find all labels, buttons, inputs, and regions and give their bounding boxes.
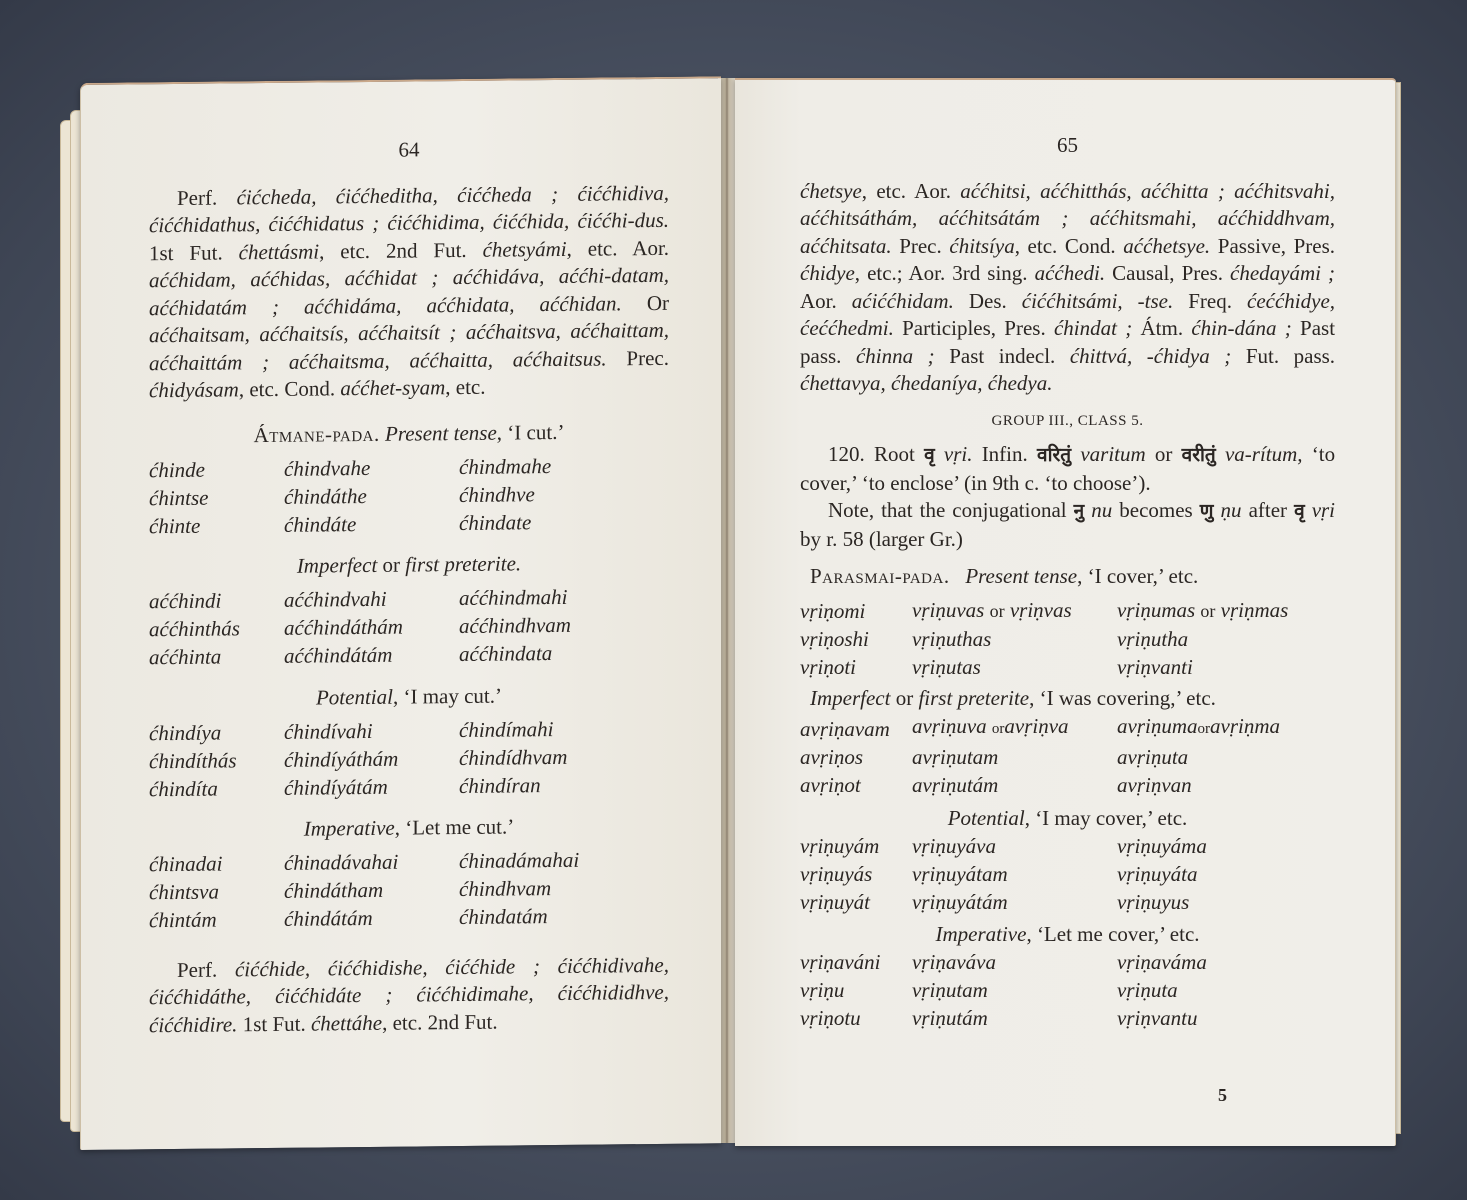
- perf-forms: ćiććhide, ćiććhidishe, ćiććhide ; ćiććhidivahe, ćiććhidáthe, ćiććhidáte ; ćiććhidimahe, ćiććhididhve, ćiććhidire.: [149, 952, 670, 1037]
- form-text: nu: [1091, 498, 1113, 522]
- table-cell: avṛiṇutám: [912, 772, 999, 797]
- note-text: after: [1248, 498, 1288, 522]
- gloss-text: , ‘Let me cut.’: [394, 814, 515, 840]
- prec-form: ćhidyásam: [149, 377, 239, 403]
- etc-text: , etc.: [1014, 233, 1058, 258]
- or-text: or: [377, 552, 406, 577]
- des-label: Des.: [968, 288, 1007, 313]
- table-cell: vṛiṇvanti: [1117, 654, 1193, 679]
- atm-form: ćhin-dána ;: [1191, 316, 1292, 340]
- table-cell: ćhindmahe: [459, 453, 552, 479]
- table-cell: aććhindhvam: [459, 612, 571, 639]
- table-cell: vṛiṇuyáva: [912, 834, 996, 858]
- devanagari-text: वरीतुं: [1181, 444, 1216, 466]
- table-row: [149, 638, 669, 671]
- devanagari-text: वरितुं: [1037, 444, 1072, 466]
- table-row: [800, 743, 1335, 771]
- note-text: by r. 58 (larger Gr.): [800, 526, 963, 551]
- table-cell: [912, 713, 1117, 744]
- table-cell: vṛiṇuyátám: [912, 890, 1008, 914]
- table-cell: ćhindímahi: [459, 716, 554, 742]
- devanagari-text: वृ: [1294, 500, 1305, 522]
- table-cell: avṛiṇavam: [800, 716, 890, 741]
- table-cell: ćhindídhvam: [459, 744, 568, 770]
- left-page: [80, 76, 721, 1150]
- left-page-content: [149, 134, 669, 1039]
- form-text: ćhetsye: [800, 178, 862, 203]
- past-pass-form: ćhinna ;: [855, 343, 935, 368]
- table-cell: ćhindátham: [284, 877, 384, 903]
- fut1-form: ćhettásmi: [238, 238, 320, 264]
- table-cell: vṛiṇu: [800, 977, 845, 1002]
- table-cell: avṛiṇos: [800, 744, 863, 769]
- table-cell: avṛiṇuta: [1117, 744, 1189, 769]
- imperative-heading: [149, 812, 669, 845]
- imperative-table: [149, 845, 669, 934]
- tense-label: Present tense: [385, 420, 497, 446]
- table-cell: [1117, 597, 1335, 626]
- tense-label: Imperative: [935, 921, 1027, 946]
- table-cell: vṛiṇoshi: [800, 626, 869, 651]
- form-text: vṛi: [1311, 498, 1336, 522]
- gloss-text: , ‘I may cover,’ etc.: [1024, 806, 1188, 830]
- atm-label: Átm.: [1140, 316, 1184, 340]
- note-text: Note, that the conjugational: [828, 498, 1067, 522]
- table-row: [800, 713, 1335, 744]
- gloss-text: , ‘I cut.’: [496, 419, 565, 445]
- form-text: vṛiṇvas: [1009, 597, 1072, 622]
- etc-text: , etc.: [566, 235, 618, 261]
- passive-aor-form: aććhedi.: [1034, 261, 1106, 285]
- table-cell: ćhindhvam: [459, 876, 552, 902]
- aor-label: Aor.: [800, 288, 837, 313]
- note-text: becomes: [1119, 498, 1193, 522]
- imperative-table: [800, 948, 1335, 1032]
- or-forms: aććhaitsam, aććhaitsís, aććhaitsít ; aććhaitsva, aććhaittam, aććhaittám ; aććhaitsma, aććhaitta, aććhaitsus.: [149, 317, 669, 375]
- tense-label: Potential: [947, 806, 1025, 830]
- right-page: [735, 78, 1396, 1146]
- table-cell: vṛiṇutám: [912, 1005, 988, 1030]
- freq-label: Freq.: [1188, 288, 1232, 313]
- table-cell: aććhindáthám: [284, 614, 403, 640]
- aor-forms: aććhitsi, aććhitthás, aććhitta ; aććhitsvahi, aććhitsáthám, aććhitsátám ; aććhitsmahi, aććhiddhvam, aććhitsata.: [800, 178, 1335, 258]
- table-cell: aććhinthás: [149, 616, 240, 642]
- table-cell: vṛiṇuyát: [800, 890, 870, 914]
- present-tense-table: [800, 597, 1335, 682]
- aor-label: Aor.: [914, 178, 951, 203]
- or-text: or: [989, 600, 1005, 621]
- table-cell: [1117, 713, 1335, 744]
- etc-text: , etc.: [861, 178, 907, 203]
- imperfect-table: [149, 582, 669, 671]
- etc-text: , etc.: [382, 1009, 423, 1035]
- or-label: Or: [646, 290, 670, 315]
- devanagari-text: वृ: [924, 444, 935, 466]
- table-cell: aććhindvahi: [284, 586, 387, 612]
- gloss-text: ‘to cover,’ ‘to enclose’ (in 9th c. ‘to choose’).: [800, 442, 1336, 495]
- table-cell: vṛiṇutam: [912, 977, 988, 1002]
- table-cell: ćhindáte: [284, 511, 357, 537]
- form-text: vṛiṇuvas: [912, 597, 985, 622]
- table-cell: ćhindate: [459, 509, 532, 535]
- table-cell: vṛiṇuyás: [800, 862, 873, 886]
- fut2-label: 2nd Fut.: [385, 237, 467, 263]
- etc-text: , etc.; Aor. 3rd sing.: [854, 261, 1028, 285]
- table-cell: vṛiṇaváma: [1117, 949, 1207, 974]
- potential-table: [800, 833, 1335, 917]
- potential-table: [149, 714, 669, 803]
- fut1-label: 1st Fut.: [149, 240, 223, 265]
- causal-aor-form: aćiććhidam.: [851, 288, 954, 313]
- or-text: or: [890, 686, 919, 710]
- root-paragraph: [800, 441, 1335, 497]
- or-text: or: [1197, 720, 1210, 737]
- table-row: [800, 771, 1335, 799]
- potential-heading: [800, 805, 1335, 833]
- perf-label: Perf.: [177, 185, 218, 210]
- form-text: avṛiṇuma: [1117, 713, 1198, 738]
- table-cell: ćhindíyátám: [284, 774, 388, 800]
- fut2-label: 2nd Fut.: [427, 1009, 498, 1034]
- table-row: [800, 1004, 1335, 1032]
- table-cell: ćhintám: [149, 907, 217, 933]
- table-cell: avṛiṇvan: [1117, 772, 1192, 797]
- table-row: [149, 507, 669, 540]
- table-cell: avṛiṇutam: [912, 744, 999, 769]
- table-cell: vṛiṇutas: [912, 654, 981, 679]
- table-cell: ćhinadámahai: [459, 847, 580, 874]
- tense-label: Imperfect: [810, 686, 891, 710]
- signature-mark: 5: [1218, 1085, 1227, 1105]
- table-cell: aććhindmahi: [459, 584, 568, 611]
- past-indecl-label: Past indecl.: [949, 343, 1056, 368]
- table-cell: ćhindíran: [459, 772, 541, 798]
- gloss-text: , ‘Let me cover,’ etc.: [1026, 921, 1200, 946]
- table-cell: vṛiṇuthas: [912, 626, 992, 651]
- table-cell: vṛiṇotu: [800, 1005, 861, 1030]
- participle-form: ćhindat ;: [1053, 316, 1133, 340]
- imperfect-table: [800, 713, 1335, 800]
- group-heading: GROUP III., CLASS 5.: [991, 412, 1144, 429]
- devanagari-text: नु: [1073, 500, 1085, 522]
- infin-label: Infin.: [981, 442, 1028, 466]
- table-cell: ćhindáthe: [284, 483, 367, 509]
- page-number-right: 65: [1057, 133, 1078, 157]
- table-cell: ćhindívahi: [284, 718, 373, 744]
- table-row: [800, 861, 1335, 889]
- table-cell: ćhindátám: [284, 905, 373, 931]
- table-row: [149, 770, 669, 803]
- freq-form: ćeććhidye, ćeććhedmi.: [800, 288, 1336, 340]
- table-cell: aććhindata: [459, 641, 553, 667]
- table-cell: ćhinadai: [149, 851, 223, 877]
- etc-text: , etc.: [319, 238, 371, 263]
- tense-label: Imperfect: [296, 552, 378, 578]
- fut-pass-label: Fut. pass.: [1245, 343, 1336, 368]
- prec-label: Prec.: [899, 233, 942, 258]
- potential-heading: [149, 680, 669, 713]
- gloss-text: , ‘I cover,’ etc.: [1077, 564, 1199, 588]
- table-cell: aććhindi: [149, 588, 222, 614]
- form-text: avṛiṇuva: [912, 713, 987, 738]
- table-row: [800, 597, 1335, 626]
- imperfect-heading: [800, 685, 1335, 713]
- table-cell: vṛiṇaváva: [912, 949, 996, 974]
- or-text: or: [1200, 600, 1216, 621]
- infin-form: va-rítum,: [1224, 442, 1303, 466]
- devanagari-text: णु: [1199, 500, 1214, 522]
- table-cell: vṛiṇuyus: [1117, 890, 1190, 914]
- participles-label: Participles, Pres.: [902, 316, 1046, 340]
- table-cell: avṛiṇot: [800, 772, 861, 797]
- form-text: ṇu: [1220, 498, 1242, 522]
- tense-label: Potential: [315, 684, 393, 710]
- table-cell: ćhinte: [149, 513, 201, 538]
- imperfect-heading: [149, 549, 669, 582]
- table-cell: ćhindhve: [459, 481, 535, 507]
- imperative-heading: [800, 921, 1335, 949]
- table-row: [800, 889, 1335, 917]
- table-row: [800, 948, 1335, 976]
- table-cell: ćhintse: [149, 485, 209, 510]
- note-paragraph: [800, 497, 1335, 553]
- tense-label: Imperative: [303, 815, 395, 841]
- voice-label: Parasmai-pada.: [810, 564, 950, 588]
- table-cell: ćhindíyáthám: [284, 746, 399, 772]
- or-text: or: [991, 720, 1005, 737]
- parasmai-pada-heading: [800, 563, 1335, 591]
- des-form: ćiććhitsámi, -tse.: [1021, 288, 1174, 313]
- right-page-content: [800, 132, 1335, 1032]
- or-text: or: [1154, 442, 1173, 466]
- atmane-pada-heading: [149, 417, 669, 450]
- table-cell: vṛiṇomi: [800, 598, 866, 623]
- perf-label: Perf.: [177, 957, 218, 982]
- tense-label: first preterite.: [405, 551, 522, 577]
- causal-label: Causal, Pres.: [1112, 261, 1223, 285]
- passive-form: ćhidye: [800, 261, 855, 285]
- tense-label: Present tense: [965, 564, 1078, 588]
- table-cell: vṛiṇuyátam: [912, 862, 1008, 886]
- page-number-left: 64: [398, 137, 420, 162]
- fut-pass-form: ćhettavya, ćhedaníya, ćhedya.: [800, 371, 1053, 395]
- table-cell: vṛiṇvantu: [1117, 1005, 1198, 1030]
- fut2-form: ćhetsyámi: [482, 236, 567, 262]
- root-form: vṛi.: [943, 442, 973, 466]
- perfect-paragraph: [149, 179, 669, 404]
- etc-text: , etc.: [238, 376, 280, 402]
- cond-form: aććhetsye.: [1123, 233, 1211, 258]
- table-row: [800, 653, 1335, 681]
- table-row: [149, 901, 669, 934]
- table-row: [800, 833, 1335, 861]
- table-cell: ćhindíthás: [149, 747, 237, 773]
- tense-label: first preterite: [918, 686, 1030, 710]
- causal-form: ćhedayámi ;: [1230, 261, 1336, 285]
- voice-label: Átmane-pada.: [253, 421, 380, 447]
- table-cell: aććhindátám: [284, 642, 393, 668]
- cond-label: Cond.: [284, 376, 336, 401]
- cond-label: Cond.: [1064, 233, 1116, 258]
- table-cell: ćhintsva: [149, 879, 219, 905]
- table-cell: aććhinta: [149, 644, 222, 670]
- etc-text: , etc.: [445, 374, 486, 400]
- present-tense-table: [149, 451, 669, 540]
- aor-label: Aor.: [632, 235, 670, 260]
- aor-forms: aććhidam, aććhidas, aććhidat ; aććhidáva, aććhi-datam, aććhidatám ; aććhidáma, aććhidata, aććhidan.: [149, 262, 669, 320]
- table-cell: ćhinde: [149, 457, 205, 482]
- infin-form: varitum: [1080, 442, 1146, 466]
- table-cell: ćhindatám: [459, 904, 548, 930]
- table-cell: [912, 597, 1117, 626]
- form-text: avṛiṇma: [1210, 713, 1280, 738]
- form-text: vṛiṇmas: [1220, 597, 1289, 622]
- perfect-atmane-paragraph: [149, 951, 669, 1039]
- table-cell: vṛiṇoti: [800, 654, 856, 679]
- continuation-paragraph: [800, 178, 1335, 398]
- table-cell: ćhinadávahai: [284, 849, 399, 875]
- table-cell: vṛiṇutha: [1117, 626, 1189, 651]
- table-cell: vṛiṇuyám: [800, 834, 880, 858]
- table-cell: vṛiṇaváni: [800, 949, 881, 974]
- form-text: vṛiṇumas: [1117, 597, 1196, 622]
- perf-forms: ćićcheda, ćiććheditha, ćiććheda ; ćiććhidiva, ćiććhidathus, ćiććhidatus ; ćiććhidima, ćiććhida, ćiććhi-dus.: [149, 180, 669, 238]
- gloss-text: , ‘I may cut.’: [392, 683, 503, 709]
- prec-label: Prec.: [626, 345, 669, 370]
- passive-label: Passive, Pres.: [1217, 233, 1336, 258]
- table-cell: ćhindvahe: [284, 455, 371, 481]
- fut1-label: 1st Fut.: [242, 1011, 306, 1036]
- past-indecl-form: ćhittvá, -ćhidya ;: [1069, 343, 1232, 368]
- table-cell: vṛiṇuyáta: [1117, 862, 1198, 886]
- table-cell: vṛiṇuyáma: [1117, 834, 1207, 858]
- table-cell: vṛiṇuta: [1117, 977, 1178, 1002]
- past-pass-label: Past pass.: [800, 316, 1336, 368]
- fut1-form: ćhettáhe: [310, 1010, 383, 1036]
- table-row: [800, 625, 1335, 653]
- form-text: avṛiṇva: [1004, 713, 1069, 738]
- table-row: [800, 976, 1335, 1004]
- gloss-text: , ‘I was covering,’ etc.: [1029, 686, 1216, 710]
- cond-form: aććhet-syam: [340, 375, 446, 401]
- table-cell: ćhindíta: [149, 776, 218, 801]
- section-number: 120. Root: [828, 442, 915, 466]
- table-cell: ćhindíya: [149, 720, 222, 745]
- prec-form: ćhitsíya: [949, 233, 1015, 258]
